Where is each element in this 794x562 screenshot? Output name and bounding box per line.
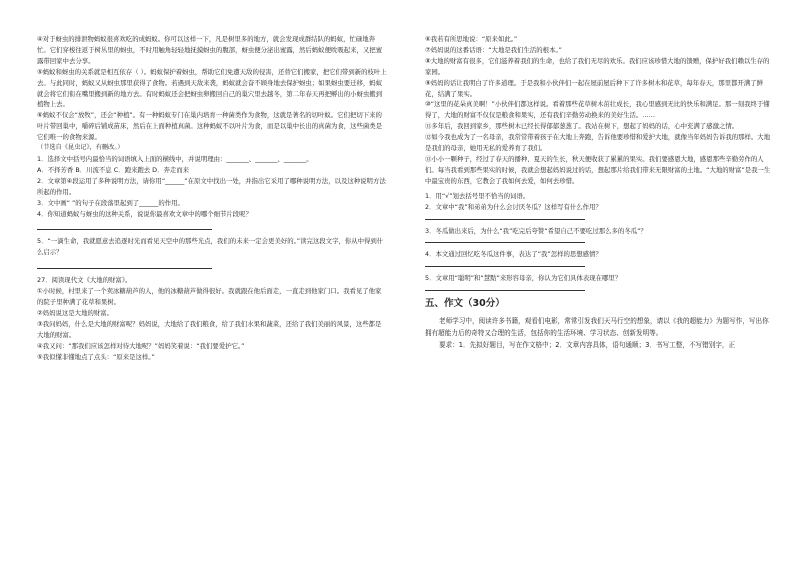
passage-paragraph-6: ⑥蚂蚁不仅会“放牧”，还会“种植”。有一种蚂蚁专门在巢内培育一种菌类作为食物，这就是著名的切叶蚁。它们把切下来的叶片带回巢中，嚼碎后铺成苗床，然后在上面种植真菌。这种蚂蚁不以叶片为食，而是以巢中长出的真菌为食，这些菌类是它们唯一的食物来源。 bbox=[37, 111, 383, 142]
right-question-2: 2．文章中“我”和弟弟为什么会讨厌冬瓜？这样写有什么作用？ bbox=[425, 202, 602, 211]
answer-line bbox=[425, 266, 585, 267]
reading-paragraph-12: ⑫如今我也成为了一名母亲，我常常带着孩子在大地上奔跑，告诉他要珍惜和爱护大地，就像当年妈妈告诉我的那样。大地是我们的母亲，她用无私的爱养育了我们。 bbox=[425, 133, 771, 153]
answer-line bbox=[37, 268, 212, 269]
passage-paragraph-5: ⑤蚂蚁和蚜虫的关系就是相互依存（ ）。蚂蚁保护着蚜虫，帮助它们免遭天敌的侵害，还替它们搬家，把它们带到新的枝叶上去。与此同时，蚂蚁又从蚜虫那里获得了食物。若遇到天敌来袭，蚂蚁就会奋不顾身地去保护蚜虫；如果蚜虫要迁移，蚂蚁就会将它们衔在嘴里搬到新的地方去。有时蚂蚁还会把蚜虫卵搬回自己的巢穴里去越冬，第二年春天再把孵出的小蚜虫搬到植物上去。 bbox=[37, 67, 387, 109]
reading-paragraph-1: ①小时候，村里来了一个卖冰糖葫芦的人，他的冰糖葫芦做得很好。我就跟在他后面走，一直走到他家门口。我看见了他家的院子里种满了花草和果树。 bbox=[37, 287, 382, 307]
left-question-1: 1．选择文中括号内最恰当的词语填入上面的横线中，并说明理由：_______、_______、_______。 bbox=[37, 154, 313, 163]
passage-source: （节选自《昆虫记》，有删改。） bbox=[37, 144, 124, 152]
answer-line bbox=[425, 242, 585, 243]
passage-paragraph-4: ④对于蚜虫的排泄物蚂蚁很喜欢吃的成蚂蚁。你可以这样一下，凡是树里多的地方，就会发现成群结队的蚂蚁，忙碌地奔忙。它们穿梭往返于树丛里的蚜虫，不时用触角轻轻地抚摸蚜虫的腹部，蚜虫便分泌出蜜露，然后蚂蚁便吮吸起来，又把蜜露带回家中去分享。 bbox=[37, 35, 383, 65]
reading-paragraph-6: ⑥我若有所思地说：“原来如此。” bbox=[425, 35, 518, 43]
reading-paragraph-13: ⑬小小一颗种子，经过了春天的播种、夏天的生长，秋天便收获了累累的果实。我们要感恩大地，感恩那些辛勤劳作的人们。每当我看到那些果实的时候，我就会想起妈妈说过的话，想起那片给我们带来无限财富的土地。“大地的财富”是我一生中最宝贵的东西，它教会了我如何去爱，如何去珍惜。 bbox=[425, 154, 771, 185]
right-question-5: 5．文章用“聪明”和“慧黠”来形容母亲，你认为它们具体表现在哪里？ bbox=[425, 274, 622, 283]
left-question-4: 4．你知道蚂蚁与蚜虫的这种关系，说说你最喜欢文章中的哪个细节片段呢？ bbox=[37, 209, 252, 218]
reading-paragraph-8: ⑧大地的财富有很多，它们滋养着我们的生命，也给了我们无尽的欢乐。我们应该珍惜大地的馈赠，保护好我们赖以生存的家园。 bbox=[425, 56, 770, 76]
reading-paragraph-5: ⑤我似懂非懂地点了点头：“原来是这样。” bbox=[37, 352, 155, 361]
reading-paragraph-2: ②妈妈说这是大地的财富。 bbox=[37, 308, 114, 317]
reading-paragraph-4: ④我又问：“那我们应该怎样对待大地呢？”妈妈笑着说：“我们要爱护它。” bbox=[37, 341, 245, 350]
answer-line bbox=[425, 290, 585, 291]
reading-paragraph-9: ⑨妈妈的话让我明白了许多道理。于是我和小伙伴们一起在屋前屋后种下了许多树木和花草，每年春天，那里都开满了鲜花，结满了果实。 bbox=[425, 78, 764, 98]
right-column bbox=[425, 34, 775, 351]
reading-paragraph-10: ⑩“这里的花朵真美啊！”小伙伴们都这样说。看着那些花草树木茁壮成长，我心里感到无比的快乐和满足。那一刻我终于懂得了，大地的财富不仅仅是粮食和果实，还有我们辛勤劳动换来的美好生活。…… bbox=[425, 100, 770, 120]
reading-paragraph-11: ⑪多年后，我回到家乡，那些树木已经长得郁郁葱葱了。我站在树下，想起了妈妈的话，心中充满了感激之情。 bbox=[425, 122, 739, 131]
left-question-1-options: A．不择芳香 B．川流不息 C．跑来跑去 D．奔走而来 bbox=[37, 165, 190, 174]
right-question-4: 4．本文通过回忆吃冬瓜这件事，表达了“我”怎样的思想感情？ bbox=[425, 250, 602, 259]
composition-requirements: 要求：1．先拟好题目，写在作文格中；2．文章内容具体，语句通顺；3．书写工整，不写错别字，正 bbox=[439, 341, 736, 350]
left-question-5: 5．“一滴生命，我就愿意去追逐时光而看见天空中的那些光点，我们的未来一定会更美好的。”读完这段文字，你从中得到什么启示？ bbox=[37, 237, 384, 257]
right-question-1: 1．用“√”划去括号里不恰当的词语。 bbox=[425, 191, 530, 200]
answer-line bbox=[37, 229, 212, 230]
reading-paragraph-3: ③我问妈妈，什么是大地的财富呢？妈妈说，大地给了我们粮食，给了我们水果和蔬菜，还给了我们美丽的风景，这些都是大地的财富。 bbox=[37, 319, 382, 339]
left-column bbox=[37, 34, 387, 362]
left-question-3: 3．文中画“ ”的句子在段落里起到了______的作用。 bbox=[37, 198, 184, 207]
reading-paragraph-7: ⑦妈妈说的这番话语：“大地是我们生活的根本。” bbox=[425, 45, 562, 54]
composition-prompt: 老师学习中，阅读许多书籍，观看们电影，常常引发我们天马行空的想象，请以《我的超能力》为题写作，写出你拥有超能力后的奇特又合理的生活，包括你的生活环境、学习状态、创新发明等。 bbox=[425, 317, 769, 338]
reading-title: 27．阅读现代文《大地的财富》。 bbox=[37, 276, 132, 285]
answer-line bbox=[425, 219, 585, 220]
left-question-2: 2．文章第④段运用了多种说明方法，请你用“______”在原文中找出一处，并指出它采用了哪种说明方法，以及这种说明方法所起的作用。 bbox=[37, 176, 386, 196]
section-title-composition: 五、作文（30分） bbox=[425, 298, 505, 310]
right-question-3: 3．冬瓜做出来后，为什么“我”吃完后夸赞“希望自己不要吃过那么多的冬瓜”？ bbox=[425, 226, 647, 235]
